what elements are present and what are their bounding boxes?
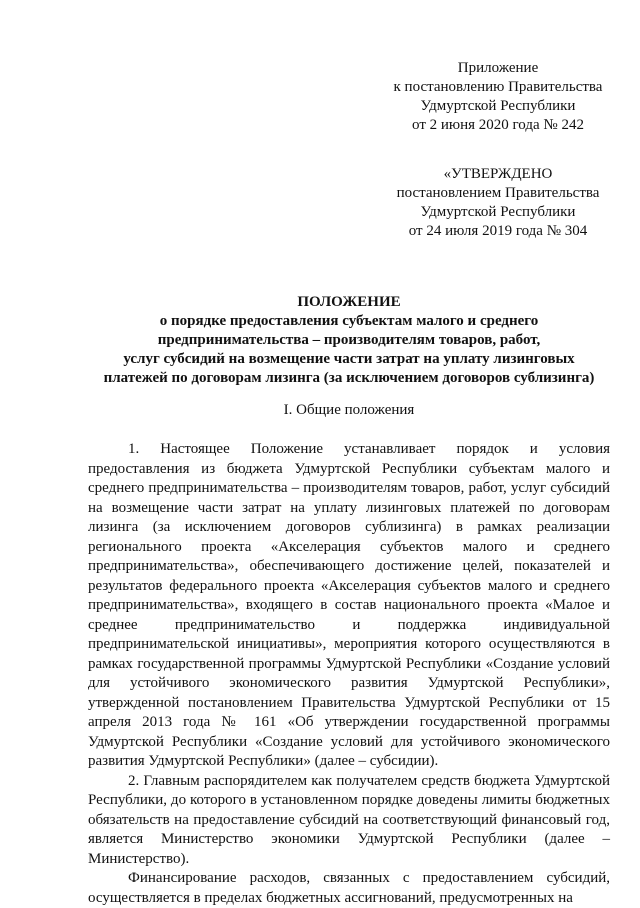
annex-line: Удмуртской Республики bbox=[420, 98, 576, 114]
title-subtitle-line: предпринимательства – производителям товаров, работ, bbox=[157, 332, 541, 348]
paragraph-3: Финансирование расходов, связанных с предоставлением субсидий, осуществляется в пределах бюджетных ассигнований, предусмотренных на bbox=[88, 870, 610, 906]
approval-line: постановлением Правительства bbox=[396, 185, 600, 201]
annex-line: Приложение bbox=[457, 60, 539, 76]
approval-line: от 24 июля 2019 года № 304 bbox=[408, 223, 588, 239]
title-heading: ПОЛОЖЕНИЕ bbox=[297, 294, 401, 310]
annex-line: от 2 июня 2020 года № 242 bbox=[412, 117, 584, 133]
paragraph-2: 2. Главным распорядителем как получателем средств бюджета Удмуртской Республики, до которого в установленном порядке доведены лимиты бюджетных обязательств на предоставление субсидий на соответствующий финансовый год, является Министерство экономики Удмуртской Республики (далее – Министерство). bbox=[88, 772, 610, 867]
paragraph-1: 1. Настоящее Положение устанавливает порядок и условия предоставления из бюджета Удмуртской Республики субъектам малого и среднего предпринимательства – производителям товаров, работ, услуг субсидий на возмещение части затрат на уплату лизинговых платежей по договорам лизинга (за исключением договоров сублизинга) в рамках реализации регионального проекта «Акселерация субъектов малого и среднего предпринимательства», обеспечивающего достижение целей, показателей и результатов федерального проекта «Акселерация субъектов малого и среднего предпринимательства», входящего в состав национального проекта «Малое и среднее предпринимательство и поддержка индивидуальной предпринимательской инициативы», мероприятия которого осуществляются в рамках государственной программы Удмуртской Республики «Создание условий для устойчивого экономического развития Удмуртской Республики», утвержденной постановлением Правительства Удмуртской Республики от 15 апреля 2013 года № 161 «Об утверждении государственной программы Удмуртской Республики «Создание условий для устойчивого экономического развития Удмуртской Республики» (далее – субсидии). bbox=[88, 441, 610, 769]
title-subtitle-line: услуг субсидий на возмещение части затрат на уплату лизинговых bbox=[123, 351, 575, 367]
approval-line: Удмуртской Республики bbox=[420, 204, 576, 220]
document-title bbox=[88, 293, 610, 388]
approval-line: «УТВЕРЖДЕНО bbox=[443, 166, 553, 182]
approval-stamp bbox=[392, 165, 604, 241]
annex-line: к постановлению Правительства bbox=[393, 79, 603, 95]
title-subtitle-line: платежей по договорам лизинга (за исключением договоров сублизинга) bbox=[103, 370, 595, 386]
section-heading: I. Общие положения bbox=[283, 402, 415, 418]
annex-header bbox=[392, 59, 604, 135]
title-subtitle-line: о порядке предоставления субъектам малого и среднего bbox=[159, 313, 539, 329]
document-body bbox=[88, 440, 610, 908]
